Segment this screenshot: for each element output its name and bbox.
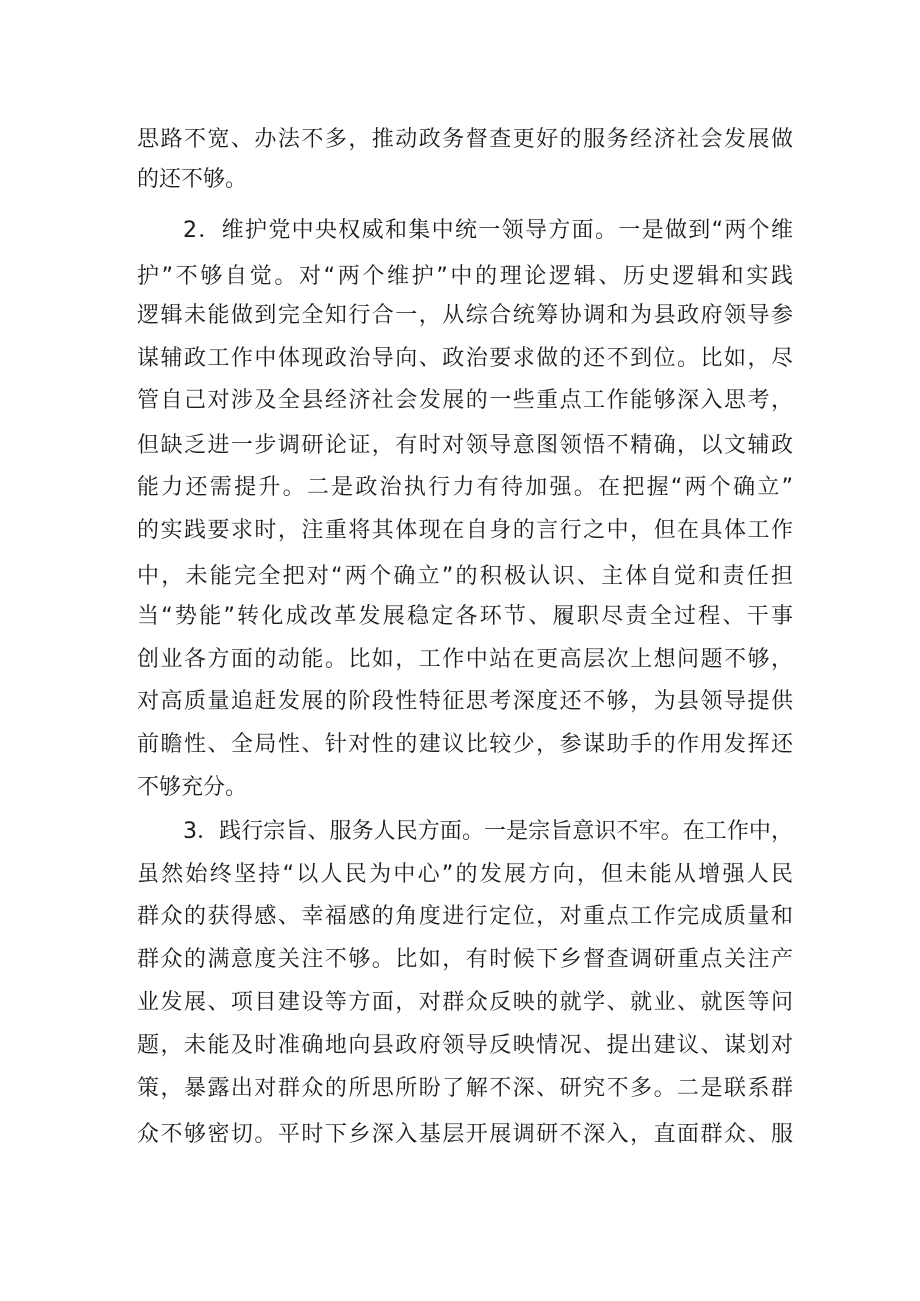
text-line: 群众的获得感、幸福感的角度进行定位，对重点工作完成质量和 [137,904,793,929]
text-line: 护”不够自觉。对“两个维护”中的理论逻辑、历史逻辑和实践 [137,264,793,289]
text-line: 3．践行宗旨、服务人民方面。一是宗旨意识不牢。在工作中， [183,819,793,844]
text-line: 思路不宽、办法不多，推动政务督查更好的服务经济社会发展做 [137,127,793,152]
text-line: 前瞻性、全局性、针对性的建议比较少，参谋助手的作用发挥还 [137,732,793,757]
text-line: 创业各方面的动能。比如，工作中站在更高层次上想问题不够， [137,647,793,672]
text-line: 众不够密切。平时下乡深入基层开展调研不深入，直面群众、服 [137,1122,793,1147]
text-line: 业发展、项目建设等方面，对群众反映的就学、就业、就医等问 [137,990,793,1015]
text-line: 逻辑未能做到完全知行合一，从综合统筹协调和为县政府领导参 [137,303,793,328]
text-line: 题，未能及时准确地向县政府领导反映情况、提出建议、谋划对 [137,1033,793,1058]
text-line: 策，暴露出对群众的所思所盼了解不深、研究不多。二是联系群 [137,1076,793,1101]
text-line: 群众的满意度关注不够。比如，有时候下乡督查调研重点关注产 [137,947,793,972]
text-line: 当“势能”转化成改革发展稳定各环节、履职尽责全过程、干事 [137,604,793,629]
text-line: 谋辅政工作中体现政治导向、政治要求做的还不到位。比如，尽 [137,346,793,371]
text-line: 不够充分。 [137,775,248,800]
text-line: 2．维护党中央权威和集中统一领导方面。一是做到“两个维 [183,218,793,243]
text-line: 管自己对涉及全县经济社会发展的一些重点工作能够深入思考， [137,388,793,413]
text-line: 但缺乏进一步调研论证，有时对领导意图领悟不精确，以文辅政 [137,433,793,458]
text-line: 的实践要求时，注重将其体现在自身的言行之中，但在具体工作 [137,518,793,543]
text-line: 虽然始终坚持“以人民为中心”的发展方向，但未能从增强人民 [137,862,794,887]
text-line: 能力还需提升。二是政治执行力有待加强。在把握“两个确立” [137,475,793,500]
text-line: 对高质量追赶发展的阶段性特征思考深度还不够，为县领导提供 [137,689,793,714]
text-line: 中，未能完全把对“两个确立”的积极认识、主体自觉和责任担 [137,564,794,589]
text-line: 的还不够。 [137,167,248,192]
